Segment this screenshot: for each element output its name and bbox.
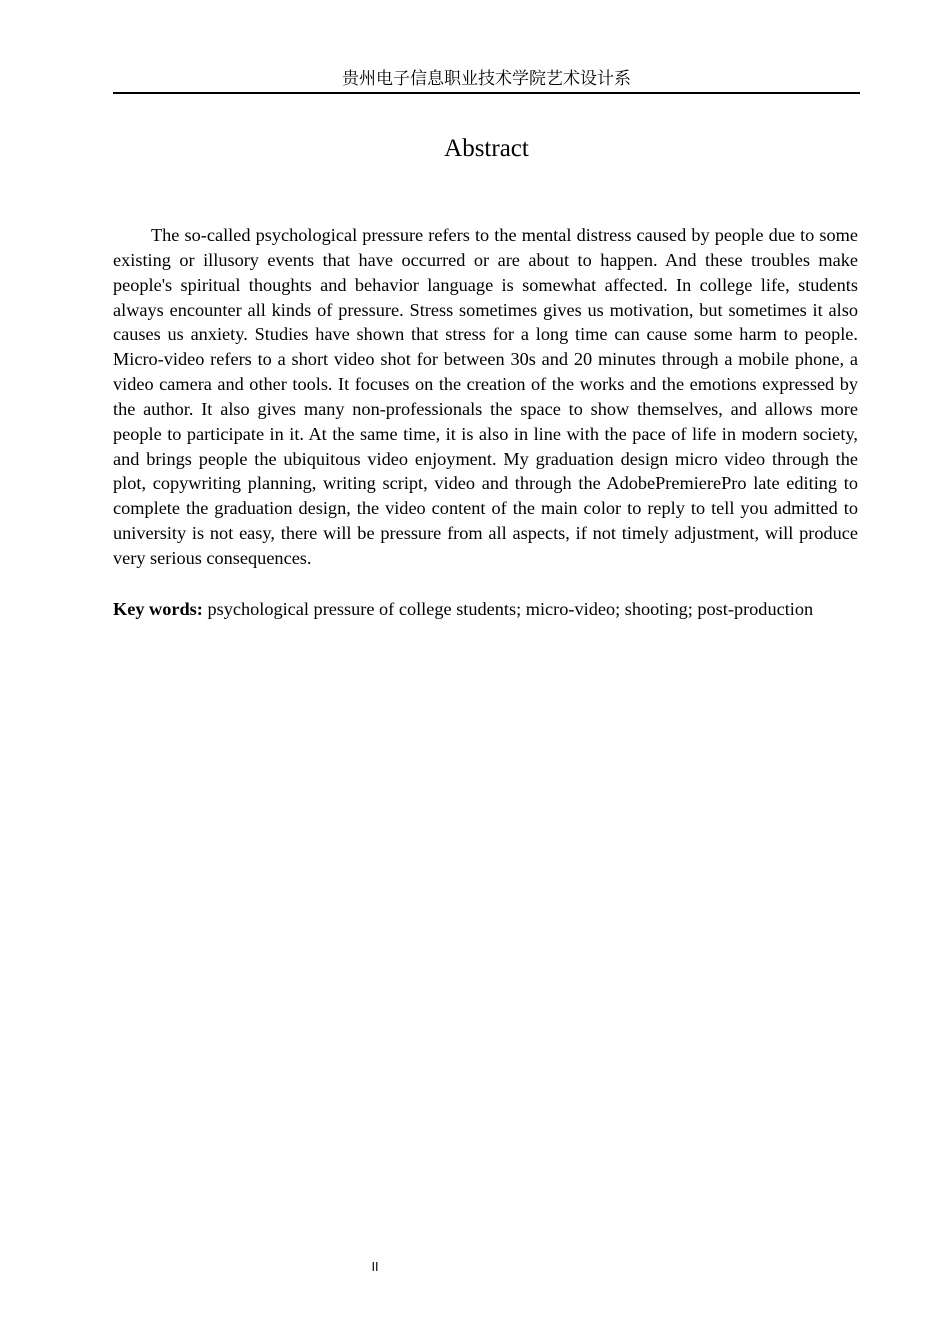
keywords-text: psychological pressure of college students; micro-video; shooting; post-production [202, 599, 814, 619]
running-header: 贵州电子信息职业技术学院艺术设计系 [113, 66, 860, 94]
page-title: Abstract [444, 135, 529, 162]
keywords-label: Key words: [113, 599, 203, 619]
page-number: II [371, 1260, 379, 1274]
keywords-line [113, 597, 873, 621]
abstract-body: The so-called psychological pressure refers to the mental distress caused by people due to some existing or illusory events that have occurred or are about to happen. And these troubles make people's spiritual thoughts and behavior language is somewhat affected. In college life, students always encounter all kinds of pressure. Stress sometimes gives us motivation, but sometimes it also causes us anxiety. Studies have shown that stress for a long time can cause some harm to people. Micro-video refers to a short video shot for between 30s and 20 minutes through a mobile phone, a video camera and other tools. It focuses on the creation of the works and the emotions expressed by the author. It also gives many non-professionals the space to show themselves, and allows more people to participate in it. At the same time, it is also in line with the pace of life in modern society, and brings people the ubiquitous video enjoyment. My graduation design micro video through the plot, copywriting planning, writing script, video and through the AdobePremierePro late editing to complete the graduation design, the video content of the main color to reply to tell you admitted to university is not easy, there will be pressure from all aspects, if not timely adjustment, will produce very serious consequences. [113, 225, 858, 568]
